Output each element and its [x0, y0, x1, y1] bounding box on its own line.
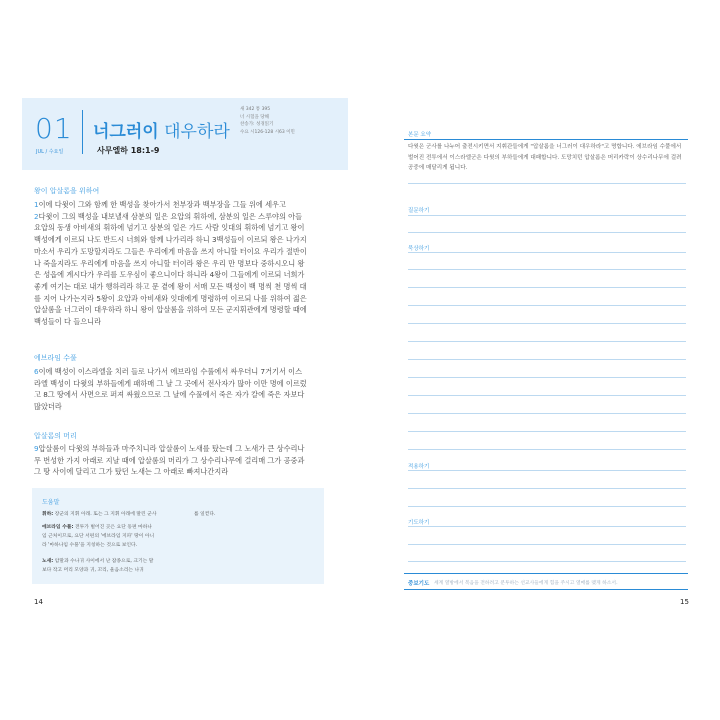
note-item: [194, 510, 216, 519]
verse-text: 라엘 백성이 다윗의 부하들에게 패하매 그 날 그 곳에서 전사자가 많아 이만 명에 이르렀: [34, 378, 307, 388]
verse-number: 2: [34, 211, 39, 221]
hymn-line: 너 시험을 당해: [240, 114, 269, 120]
hymn-line: 새 342 통 395: [240, 107, 271, 112]
verse-line: [34, 281, 320, 293]
verse-line: [34, 199, 320, 211]
verse-line: [34, 258, 320, 270]
writing-line: [408, 323, 686, 324]
hymn-line: 수요 시126-128 시63 이민: [240, 129, 295, 135]
verse-line: [34, 246, 320, 258]
note-text: 를 일컫다.: [194, 512, 216, 517]
hymn-line: 찬송가: 성경읽기: [240, 122, 274, 127]
writing-line: [408, 232, 686, 233]
note-text: 전투가 벌어진 곳은 요단 동편 마하나: [74, 525, 153, 530]
writing-line: [408, 544, 686, 545]
verse-line: [34, 222, 320, 234]
writing-line: [408, 269, 686, 270]
writing-line: [408, 341, 686, 342]
section-title: 에브라임 수풀: [34, 354, 77, 362]
verse-text: 은 성읍에 계시다가 우리를 도우심이 좋으니이다 하니라 4왕이 그들에게 이르되 너희가: [34, 270, 305, 280]
verse-number: 6: [34, 367, 39, 376]
note-item: [42, 523, 152, 532]
writing-line: [408, 377, 686, 378]
meditate-label: 묵상하기: [408, 246, 430, 252]
section-body: [34, 199, 320, 328]
summary-label: 본문 요약: [408, 132, 432, 138]
title-rest: 대우하라: [164, 122, 230, 142]
note-text: 임 근처이므로, 요단 서편의 '에브라임 지파' 땅이 아니: [42, 534, 155, 539]
verse-text: 그 땅 사이에 달리고 그가 탔던 노새는 그 아래로 빠져나간지라: [34, 467, 229, 477]
verse-text: 요압의 동생 아비새의 휘하에 넘기고 삼분의 일은 가드 사람 잇대의 휘하에 넘기고 왕이: [34, 223, 305, 233]
verse-line: [34, 389, 320, 401]
note-item: [42, 510, 157, 519]
pray-label: 기도하기: [408, 520, 430, 526]
note-term: 휘하:: [42, 512, 54, 517]
note-item: [42, 566, 144, 575]
note-term: 노새:: [42, 559, 54, 564]
section-title: 왕이 압살롬을 위하여: [34, 187, 100, 195]
verse-text: 고 8그 땅에서 사면으로 퍼져 싸웠으므로 그 날에 수풀에서 죽은 자가 칼에 죽은 자보다: [34, 390, 305, 400]
note-text: 암말과 수나귀 사이에서 난 잡종으로, 크기는 말: [54, 559, 154, 564]
notes-title: 도움말: [42, 499, 60, 506]
verse-text: 마소서 우리가 도망할지라도 그들은 우리에게 마음을 쓰지 아니할 터이요 우리가 절반이: [34, 246, 307, 256]
note-text: 장군의 지휘 아래. 또는 그 지휘 아래에 딸린 군사: [54, 512, 157, 517]
verse-text: 압살롬이 다윗의 부하들과 마주치니라 압살롬이 노새를 탔는데 그 노새가 큰 상수리나: [38, 444, 305, 453]
writing-line: [408, 359, 686, 360]
writing-line: [408, 488, 686, 489]
verse-text: 백성에게 이르되 나도 반드시 너희와 함께 나가리라 하니 3백성들이 이르되 왕은 나가지: [34, 235, 307, 245]
verse-line: [34, 401, 320, 413]
verse-text: 나 죽을지라도 우리에게 마음을 쓰지 아니할 터이라 왕은 우리 만 명보다 중하시오니 왕: [34, 258, 305, 268]
note-item: [42, 541, 137, 550]
verse-text: 압살롬을 너그러이 대우하라 하니 왕이 압살롬을 위하여 모든 군지휘관에게 명령할 때에: [34, 305, 307, 315]
question-label: 질문하기: [408, 208, 430, 214]
prayer-top-rule: [404, 573, 688, 574]
prayer-bottom-rule: [404, 589, 688, 590]
verse-line: [34, 455, 320, 467]
verse-number: 1: [34, 200, 39, 209]
verse-text: 무 번성한 가지 아래로 지날 때에 압살롬의 머리가 그 상수리나무에 걸리매 그가 공중과: [34, 455, 305, 465]
verse-text: 를 지어 나가는지라 5왕이 요압과 아비새와 잇대에게 명령하여 이르되 나를 위하여 젊은: [34, 293, 307, 303]
verse-text: 다윗이 그의 백성을 내보낼새 삼분의 일은 요압의 휘하에, 삼분의 일은 스루야의 아들: [38, 211, 303, 221]
verse-number: 9: [34, 444, 39, 453]
verse-line: [34, 269, 320, 281]
writing-line: [408, 449, 686, 450]
summary-text: 다윗은 군사를 나누어 출전시키면서 지휘관들에게 "압살롬을 너그러이 대우하라"고 명합니다. 에브라임 수풀에서 벌어진 전투에서 이스라엘군은 다윗의 부하들에게 대패합니다. 도망치던 압살롬은 머리카락이 상수리나무에 걸려 공중에 매달리게 됩니다.: [408, 144, 682, 171]
prayer-text: 세계 열방에서 복음을 전하려고 분투하는 선교사들에게 힘을 주시고 열매를 맺게 하소서.: [434, 581, 618, 586]
note-text: 라 '마하나임 수풀'을 지칭하는 것으로 보인다.: [42, 543, 138, 548]
hymn-info: [240, 106, 340, 136]
writing-line: [408, 526, 686, 527]
verse-line: [34, 466, 320, 478]
writing-line: [408, 470, 686, 471]
right-page: [360, 0, 720, 720]
day-date: JUL / 수요일: [36, 149, 64, 155]
writing-line: [408, 431, 686, 432]
verse-line: [34, 293, 320, 305]
verse-line: [34, 366, 320, 378]
section-body: [34, 366, 320, 413]
verse-text: 좋게 여기는 대로 내가 행하리라 하고 문 곁에 왕이 서매 모든 백성이 백 명씩 천 명씩 대: [34, 281, 307, 291]
writing-line: [408, 506, 686, 507]
writing-line: [408, 395, 686, 396]
verse-line: [34, 304, 320, 316]
writing-line: [408, 413, 686, 414]
note-item: [42, 532, 154, 541]
verse-text: 이에 백성이 이스라엘을 치러 들로 나가서 에브라임 수풀에서 싸우더니 7거기서 이스: [38, 367, 303, 376]
note-text: 보다 작고 머리 모양과 귀, 꼬리, 울음소리는 나귀: [42, 568, 144, 573]
page-number: 15: [680, 598, 689, 606]
header-divider: [82, 110, 83, 154]
note-term: 에브라임 수풀:: [42, 525, 74, 530]
note-item: [42, 557, 153, 566]
verse-line: [34, 234, 320, 246]
writing-line: [408, 287, 686, 288]
day-number: 01: [35, 112, 73, 145]
verse-line: [34, 443, 320, 455]
verse-text: 이에 다윗이 그와 함께 한 백성을 찾아가서 천부장과 백부장을 그들 위에 세우고: [38, 200, 286, 209]
writing-line: [408, 305, 686, 306]
writing-line: [408, 561, 686, 562]
writing-line: [408, 252, 686, 253]
verse-line: [34, 211, 320, 223]
section-title: 압살롬의 머리: [34, 432, 77, 440]
page-title: [93, 117, 230, 142]
writing-line: [408, 183, 686, 184]
verse-line: [34, 316, 320, 328]
scripture-passage: 사무엘하 18:1-9: [97, 146, 160, 155]
prayer-label: 중보기도: [408, 581, 430, 587]
verse-text: 많았더라: [34, 402, 62, 412]
verse-text: 백성들이 다 들으니라: [34, 317, 102, 327]
section-body: [34, 443, 320, 478]
writing-line: [408, 215, 686, 216]
title-bold: 너그러이: [93, 122, 159, 142]
page-number: 14: [34, 598, 43, 606]
verse-line: [34, 378, 320, 390]
apply-label: 적용하기: [408, 464, 430, 470]
summary-top-rule: [404, 139, 688, 140]
